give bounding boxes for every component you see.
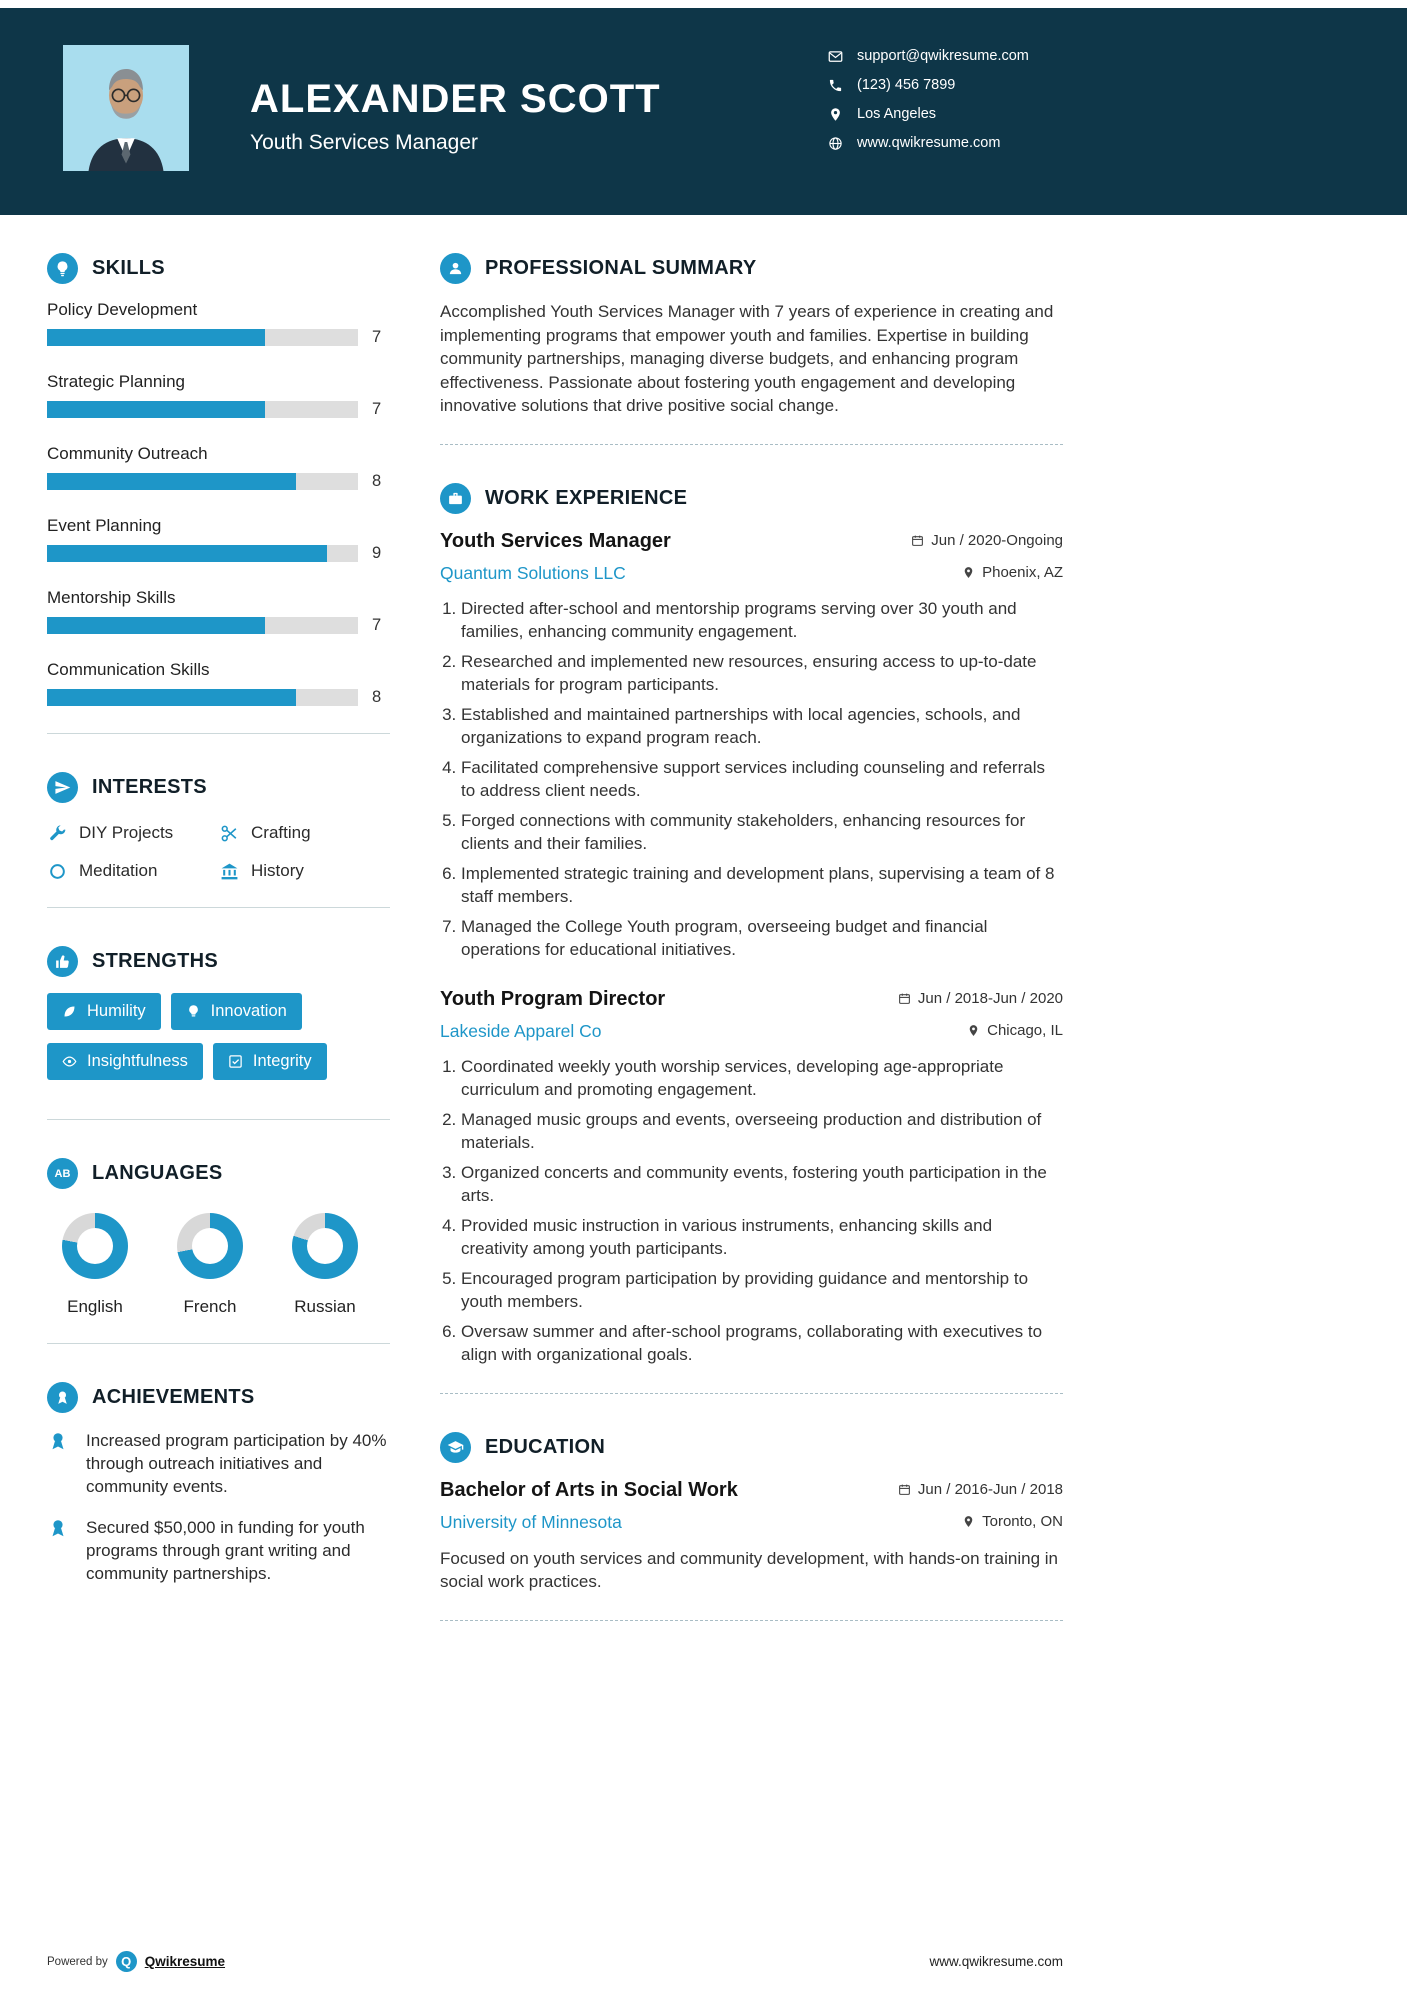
circle-icon <box>47 861 67 881</box>
translate-icon: AB <box>47 1158 78 1189</box>
calendar-icon <box>898 992 911 1005</box>
skill-item: Event Planning 9 <box>47 516 382 562</box>
strength-chip: Insightfulness <box>47 1043 203 1080</box>
calendar-icon <box>898 1483 911 1496</box>
header <box>0 8 1407 215</box>
language-donut <box>292 1213 358 1279</box>
award-icon <box>47 1430 71 1498</box>
divider <box>440 1620 1063 1621</box>
graduation-icon <box>440 1432 471 1463</box>
divider <box>47 733 390 734</box>
experience-bullet: 3. Established and maintained partnerships with local agencies, schools, and organizations to expand program reach. <box>461 703 1063 750</box>
globe-icon <box>828 136 843 151</box>
experience-bullet: 4. Facilitated comprehensive support services including counseling and referrals to address client needs. <box>461 756 1063 803</box>
achievement-item: Secured $50,000 in funding for youth programs through grant writing and community partnerships. <box>47 1516 390 1585</box>
summary-section-header <box>440 253 1063 284</box>
strength-chip: Innovation <box>171 993 302 1030</box>
wrench-icon <box>47 823 67 843</box>
company-name: Quantum Solutions LLC <box>440 562 626 583</box>
experience-section-header <box>440 483 1063 514</box>
language-donut <box>62 1213 128 1279</box>
contact-location <box>828 106 1029 122</box>
contact-block <box>828 48 1029 151</box>
lightbulb-icon <box>47 253 78 284</box>
experience-bullet: 3. Organized concerts and community events, fostering youth participation in the arts. <box>461 1161 1063 1208</box>
job-title: Youth Program Director <box>440 987 666 1010</box>
contact-email-text: support@qwikresume.com <box>857 48 1029 64</box>
skill-bar <box>47 545 358 562</box>
interests-section-header <box>47 772 390 803</box>
experience-bullet: 6. Implemented strategic training and development plans, supervising a team of 8 staff members. <box>461 862 1063 909</box>
divider <box>440 1393 1063 1394</box>
qwikresume-logo-icon: Q <box>116 1951 137 1972</box>
experience-bullet: 5. Encouraged program participation by providing guidance and mentorship to youth members. <box>461 1267 1063 1314</box>
job-location: Phoenix, AZ <box>962 564 1063 581</box>
interests-grid <box>47 823 390 881</box>
contact-phone-text: (123) 456 7899 <box>857 77 956 93</box>
achievement-item: Increased program participation by 40% through outreach initiatives and community events. <box>47 1429 390 1498</box>
language-item: Russian <box>291 1213 359 1317</box>
skill-score: 7 <box>372 328 382 346</box>
interest-item: History <box>219 861 390 881</box>
skill-bar <box>47 329 358 346</box>
skill-bar <box>47 617 358 634</box>
achievements-section-header <box>47 1382 390 1413</box>
pin-icon <box>962 1515 975 1528</box>
contact-phone[interactable] <box>828 77 1029 93</box>
job-bullet-list <box>440 1055 1063 1367</box>
person-name: ALEXANDER SCOTT <box>250 77 661 121</box>
school-name: University of Minnesota <box>440 1511 622 1532</box>
education-section-header <box>440 1432 1063 1463</box>
strengths-section-header <box>47 946 390 977</box>
hand-icon <box>47 946 78 977</box>
skill-bar <box>47 473 358 490</box>
experience-bullet: 1. Coordinated weekly youth worship services, developing age-appropriate curriculum and promoting engagement. <box>461 1055 1063 1102</box>
experience-bullet: 2. Managed music groups and events, overseeing production and distribution of materials. <box>461 1108 1063 1155</box>
interest-item: Crafting <box>219 823 390 843</box>
check-square-icon <box>228 1054 243 1069</box>
skill-score: 9 <box>372 544 382 562</box>
contact-website[interactable] <box>828 135 1029 151</box>
education-location: Toronto, ON <box>962 1513 1063 1530</box>
languages-heading: LANGUAGES <box>92 1162 223 1184</box>
summary-heading: PROFESSIONAL SUMMARY <box>485 257 757 279</box>
language-item: English <box>61 1213 129 1317</box>
person-job-title: Youth Services Manager <box>250 131 479 154</box>
skill-score: 8 <box>372 688 382 706</box>
calendar-icon <box>911 534 924 547</box>
experience-heading: WORK EXPERIENCE <box>485 486 688 509</box>
profile-photo <box>63 45 189 171</box>
person-icon <box>440 253 471 284</box>
lightbulb-icon <box>186 1004 201 1019</box>
job-entry <box>440 988 1063 1367</box>
footer <box>47 1951 1063 1972</box>
identity-block <box>250 78 661 155</box>
award-icon <box>47 1517 71 1585</box>
strength-chip: Integrity <box>213 1043 327 1080</box>
pin-icon <box>962 566 975 579</box>
job-dates: Jun / 2020-Ongoing <box>911 532 1063 549</box>
contact-website-text: www.qwikresume.com <box>857 135 1001 151</box>
contact-location-text: Los Angeles <box>857 106 937 122</box>
experience-bullet: 7. Managed the College Youth program, overseeing budget and financial operations for educational initiatives. <box>461 915 1063 962</box>
divider <box>47 907 390 908</box>
resume-page <box>0 8 1407 1969</box>
footer-website[interactable]: www.qwikresume.com <box>929 1954 1063 1969</box>
interest-item: DIY Projects <box>47 823 219 843</box>
experience-bullet: 5. Forged connections with community stakeholders, enhancing resources for clients and their families. <box>461 809 1063 856</box>
languages-section-header <box>47 1158 390 1189</box>
skill-bar <box>47 689 358 706</box>
skill-score: 8 <box>372 472 382 490</box>
right-column <box>440 215 1063 1647</box>
experience-bullet: 1. Directed after-school and mentorship programs serving over 30 youth and families, enhancing community engagement. <box>461 597 1063 644</box>
skill-item: Policy Development 7 <box>47 300 382 346</box>
achievements-heading: ACHIEVEMENTS <box>92 1386 255 1408</box>
experience-bullet: 6. Oversaw summer and after-school programs, collaborating with executives to align with organizational goals. <box>461 1320 1063 1367</box>
divider <box>440 444 1063 445</box>
scissors-icon <box>219 823 239 843</box>
powered-by-block[interactable] <box>47 1951 225 1972</box>
interest-item: Meditation <box>47 861 219 881</box>
job-dates: Jun / 2018-Jun / 2020 <box>898 990 1063 1007</box>
experience-bullet: 2. Researched and implemented new resources, ensuring access to up-to-date materials for program participants. <box>461 650 1063 697</box>
skill-item: Communication Skills 8 <box>47 660 382 706</box>
job-location: Chicago, IL <box>967 1022 1063 1039</box>
skills-heading: SKILLS <box>92 257 165 279</box>
phone-icon <box>828 78 843 93</box>
job-bullet-list <box>440 597 1063 962</box>
interests-heading: INTERESTS <box>92 776 207 798</box>
job-title: Youth Services Manager <box>440 529 671 552</box>
divider <box>47 1343 390 1344</box>
powered-by-label: Powered by <box>47 1955 108 1968</box>
skills-section-header <box>47 253 390 284</box>
museum-icon <box>219 861 239 881</box>
brand-link[interactable]: Qwikresume <box>144 1954 226 1969</box>
pin-icon <box>828 107 843 122</box>
skill-item: Strategic Planning 7 <box>47 372 382 418</box>
envelope-icon <box>828 49 843 64</box>
experience-bullet: 4. Provided music instruction in various instruments, enhancing skills and creativity among youth participants. <box>461 1214 1063 1261</box>
education-description: Focused on youth services and community development, with hands-on training in social work practices. <box>440 1548 1059 1591</box>
medal-icon <box>47 1382 78 1413</box>
education-heading: EDUCATION <box>485 1435 606 1458</box>
language-donut <box>177 1213 243 1279</box>
eye-icon <box>62 1054 77 1069</box>
degree-title: Bachelor of Arts in Social Work <box>440 1478 738 1501</box>
content <box>0 215 1407 1647</box>
skill-score: 7 <box>372 400 382 418</box>
job-entry <box>440 530 1063 962</box>
skill-item: Mentorship Skills 7 <box>47 588 382 634</box>
company-name: Lakeside Apparel Co <box>440 1020 602 1041</box>
strengths-heading: STRENGTHS <box>92 950 219 972</box>
divider <box>47 1119 390 1120</box>
pin-icon <box>967 1024 980 1037</box>
skill-item: Community Outreach 8 <box>47 444 382 490</box>
language-item: French <box>176 1213 244 1317</box>
paper-plane-icon <box>47 772 78 803</box>
strength-chips <box>47 993 390 1093</box>
portrait-illustration <box>63 45 189 171</box>
languages-list <box>47 1213 390 1317</box>
left-column <box>47 215 390 1603</box>
summary-text: Accomplished Youth Services Manager with 7 years of experience in creating and implementing programs that empower youth and families. Expertise in building community partnerships, managing diverse budgets, and enhancing program effectiveness. Passionate about fostering youth engagement and developing innovative solutions that drive positive social change. <box>440 302 1054 415</box>
briefcase-icon <box>440 483 471 514</box>
skill-bar <box>47 401 358 418</box>
skill-score: 7 <box>372 616 382 634</box>
leaf-icon <box>62 1004 77 1019</box>
contact-email[interactable] <box>828 48 1029 64</box>
education-entry <box>440 1479 1063 1594</box>
education-dates: Jun / 2016-Jun / 2018 <box>898 1481 1063 1498</box>
strength-chip: Humility <box>47 993 161 1030</box>
